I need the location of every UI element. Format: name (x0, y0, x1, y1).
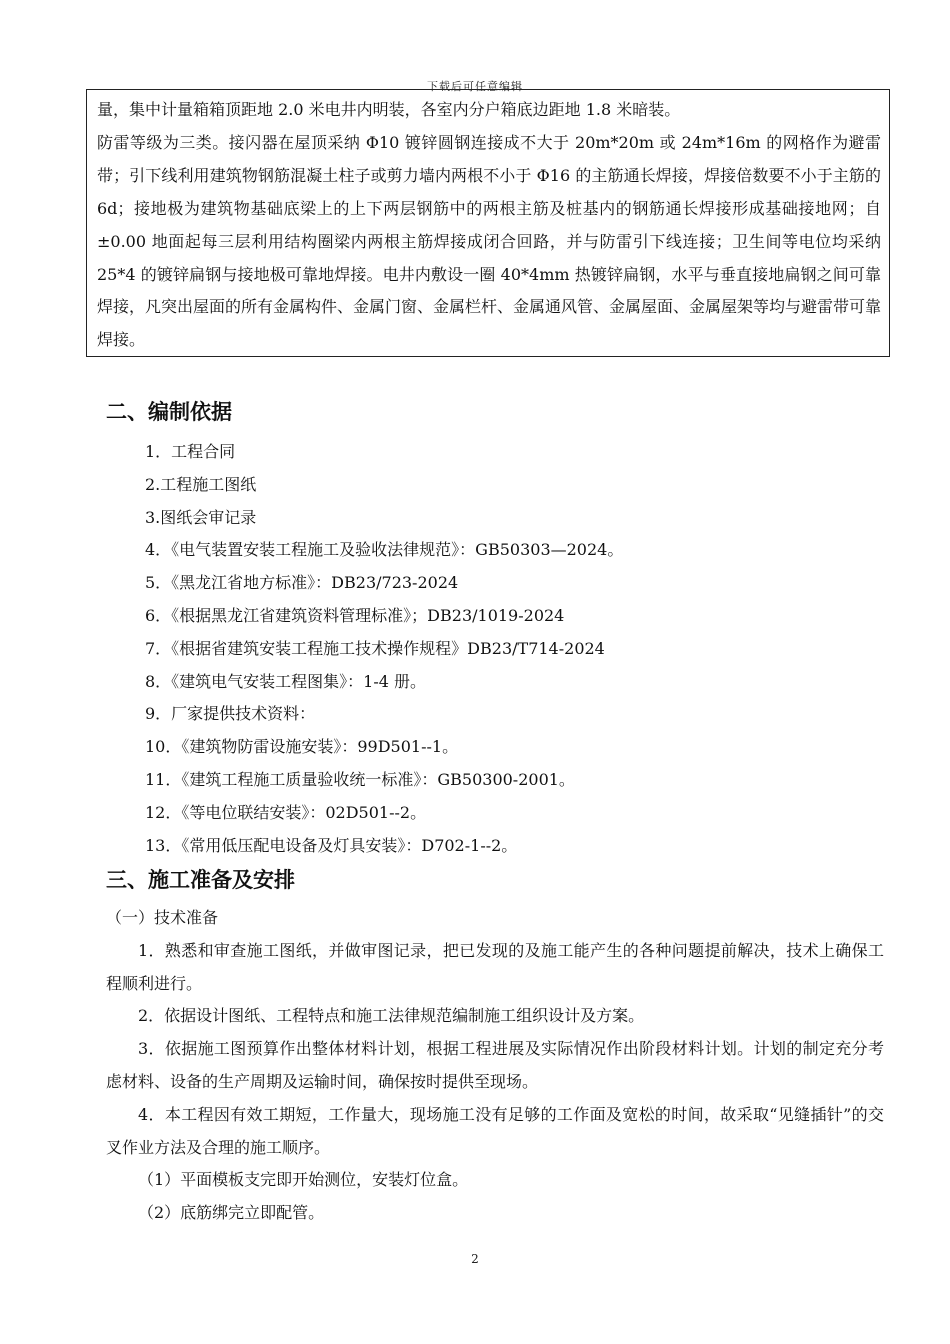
paragraph: （2）底筋绑完立即配管。 (138, 1203, 325, 1223)
section-heading-basis: 二、编制依据 (106, 400, 232, 424)
paragraph: 1．熟悉和审查施工图纸，并做审图记录，把已发现的及施工能产生的各种问题提前解决，技术上确保工程顺利进行。 (106, 940, 884, 993)
list-item: 9．厂家提供技术资料： (145, 704, 316, 724)
download-note: 下载后可任意编辑 (427, 80, 523, 93)
list-item: 10．《建筑物防雷设施安装》：99D501--1。 (145, 737, 459, 757)
box-paragraph: 防雷等级为三类。接闪器在屋顶采纳 Φ10 镀锌圆钢连接成不大于 20m*20m 或 24m*16m 的网格作为避雷带；引下线利用建筑物钢筋混凝土柱子或剪力墙内两根不小于 Φ16 的主筋通长焊接，焊接倍数要不小于主筋的 6d；接地极为建筑物基础底梁上的上下两层钢筋中的两根主筋及桩基内的钢筋通长焊接形成基础接地网；自±0.00 地面起每三层利用结构圈梁内两根主筋焊接成闭合回路，并与防雷引下线连接；卫生间等电位均采纳 25*4 的镀锌扁钢与接地极可靠地焊接。电井内敷设一圈 40*4mm 热镀锌扁钢，水平与垂直接地扁钢之间可靠焊接，凡突出屋面的所有金属构件、金属门窗、金属栏杆、金属通风管、金属屋面、金属屋架等均与避雷带可靠焊接。 (97, 132, 882, 350)
paragraph: 4．本工程因有效工期短，工作量大，现场施工没有足够的工作面及宽松的时间，故采取“见缝插针”的交叉作业方法及合理的施工顺序。 (106, 1104, 884, 1157)
list-item: 8．《建筑电气安装工程图集》：1-4 册。 (145, 671, 427, 691)
page-number: 2 (471, 1252, 479, 1266)
list-item: 7．《根据省建筑安装工程施工技术操作规程》DB23/T714-2024 (145, 638, 605, 658)
list-item: 12．《等电位联结安装》：02D501--2。 (145, 802, 427, 822)
basis-list (145, 436, 623, 862)
continued-text-box (86, 89, 890, 357)
paragraph: 2．依据设计图纸、工程特点和施工法律规范编制施工组织设计及方案。 (138, 1006, 645, 1026)
list-item: 6．《根据黑龙江省建筑资料管理标准》；DB23/1019-2024 (145, 605, 565, 625)
section-heading-preparation: 三、施工准备及安排 (106, 868, 295, 892)
list-item: 4．《电气装置安装工程施工及验收法律规范》：GB50303—2024。 (145, 540, 624, 560)
subsection-title: （一）技术准备 (106, 908, 219, 927)
preparation-section (106, 902, 884, 1230)
paragraph: 3．依据施工图预算作出整体材料计划，根据工程进展及实际情况作出阶段材料计划。计划的制定充分考虑材料、设备的生产周期及运输时间，确保按时提供至现场。 (106, 1039, 884, 1091)
list-item: 5．《黑龙江省地方标准》：DB23/723-2024 (145, 573, 459, 593)
paragraph: （1）平面模板支完即开始测位，安装灯位盒。 (138, 1170, 469, 1190)
box-paragraph: 量，集中计量箱箱顶距地 2.0 米电井内明装，各室内分户箱底边距地 1.8 米暗装。 (97, 100, 681, 119)
list-item: 3.图纸会审记录 (145, 507, 257, 527)
list-item: 2.工程施工图纸 (145, 474, 257, 494)
list-item: 13．《常用低压配电设备及灯具安装》：D702-1--2。 (145, 835, 518, 855)
list-item: 1．工程合同 (145, 442, 236, 461)
list-item: 11．《建筑工程施工质量验收统一标准》：GB50300-2001。 (145, 769, 575, 789)
